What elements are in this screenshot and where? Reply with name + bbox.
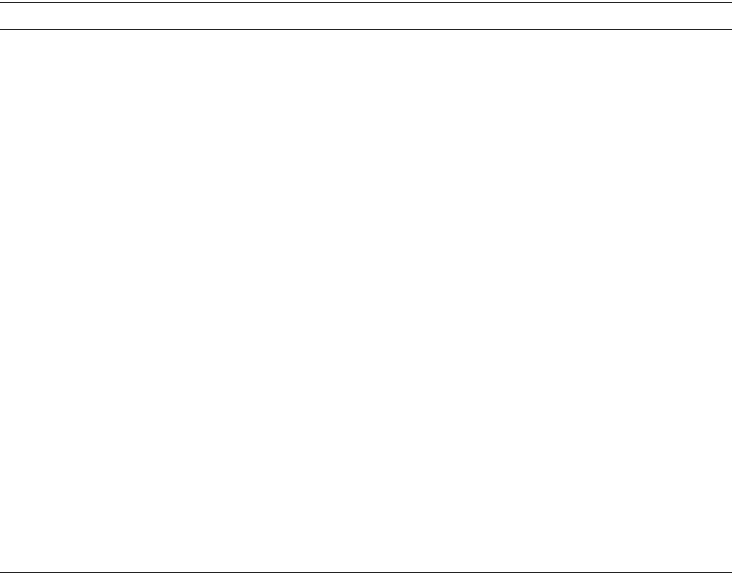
bottom-rule [0,572,732,573]
header-rule [0,29,732,30]
top-rule [0,2,732,3]
